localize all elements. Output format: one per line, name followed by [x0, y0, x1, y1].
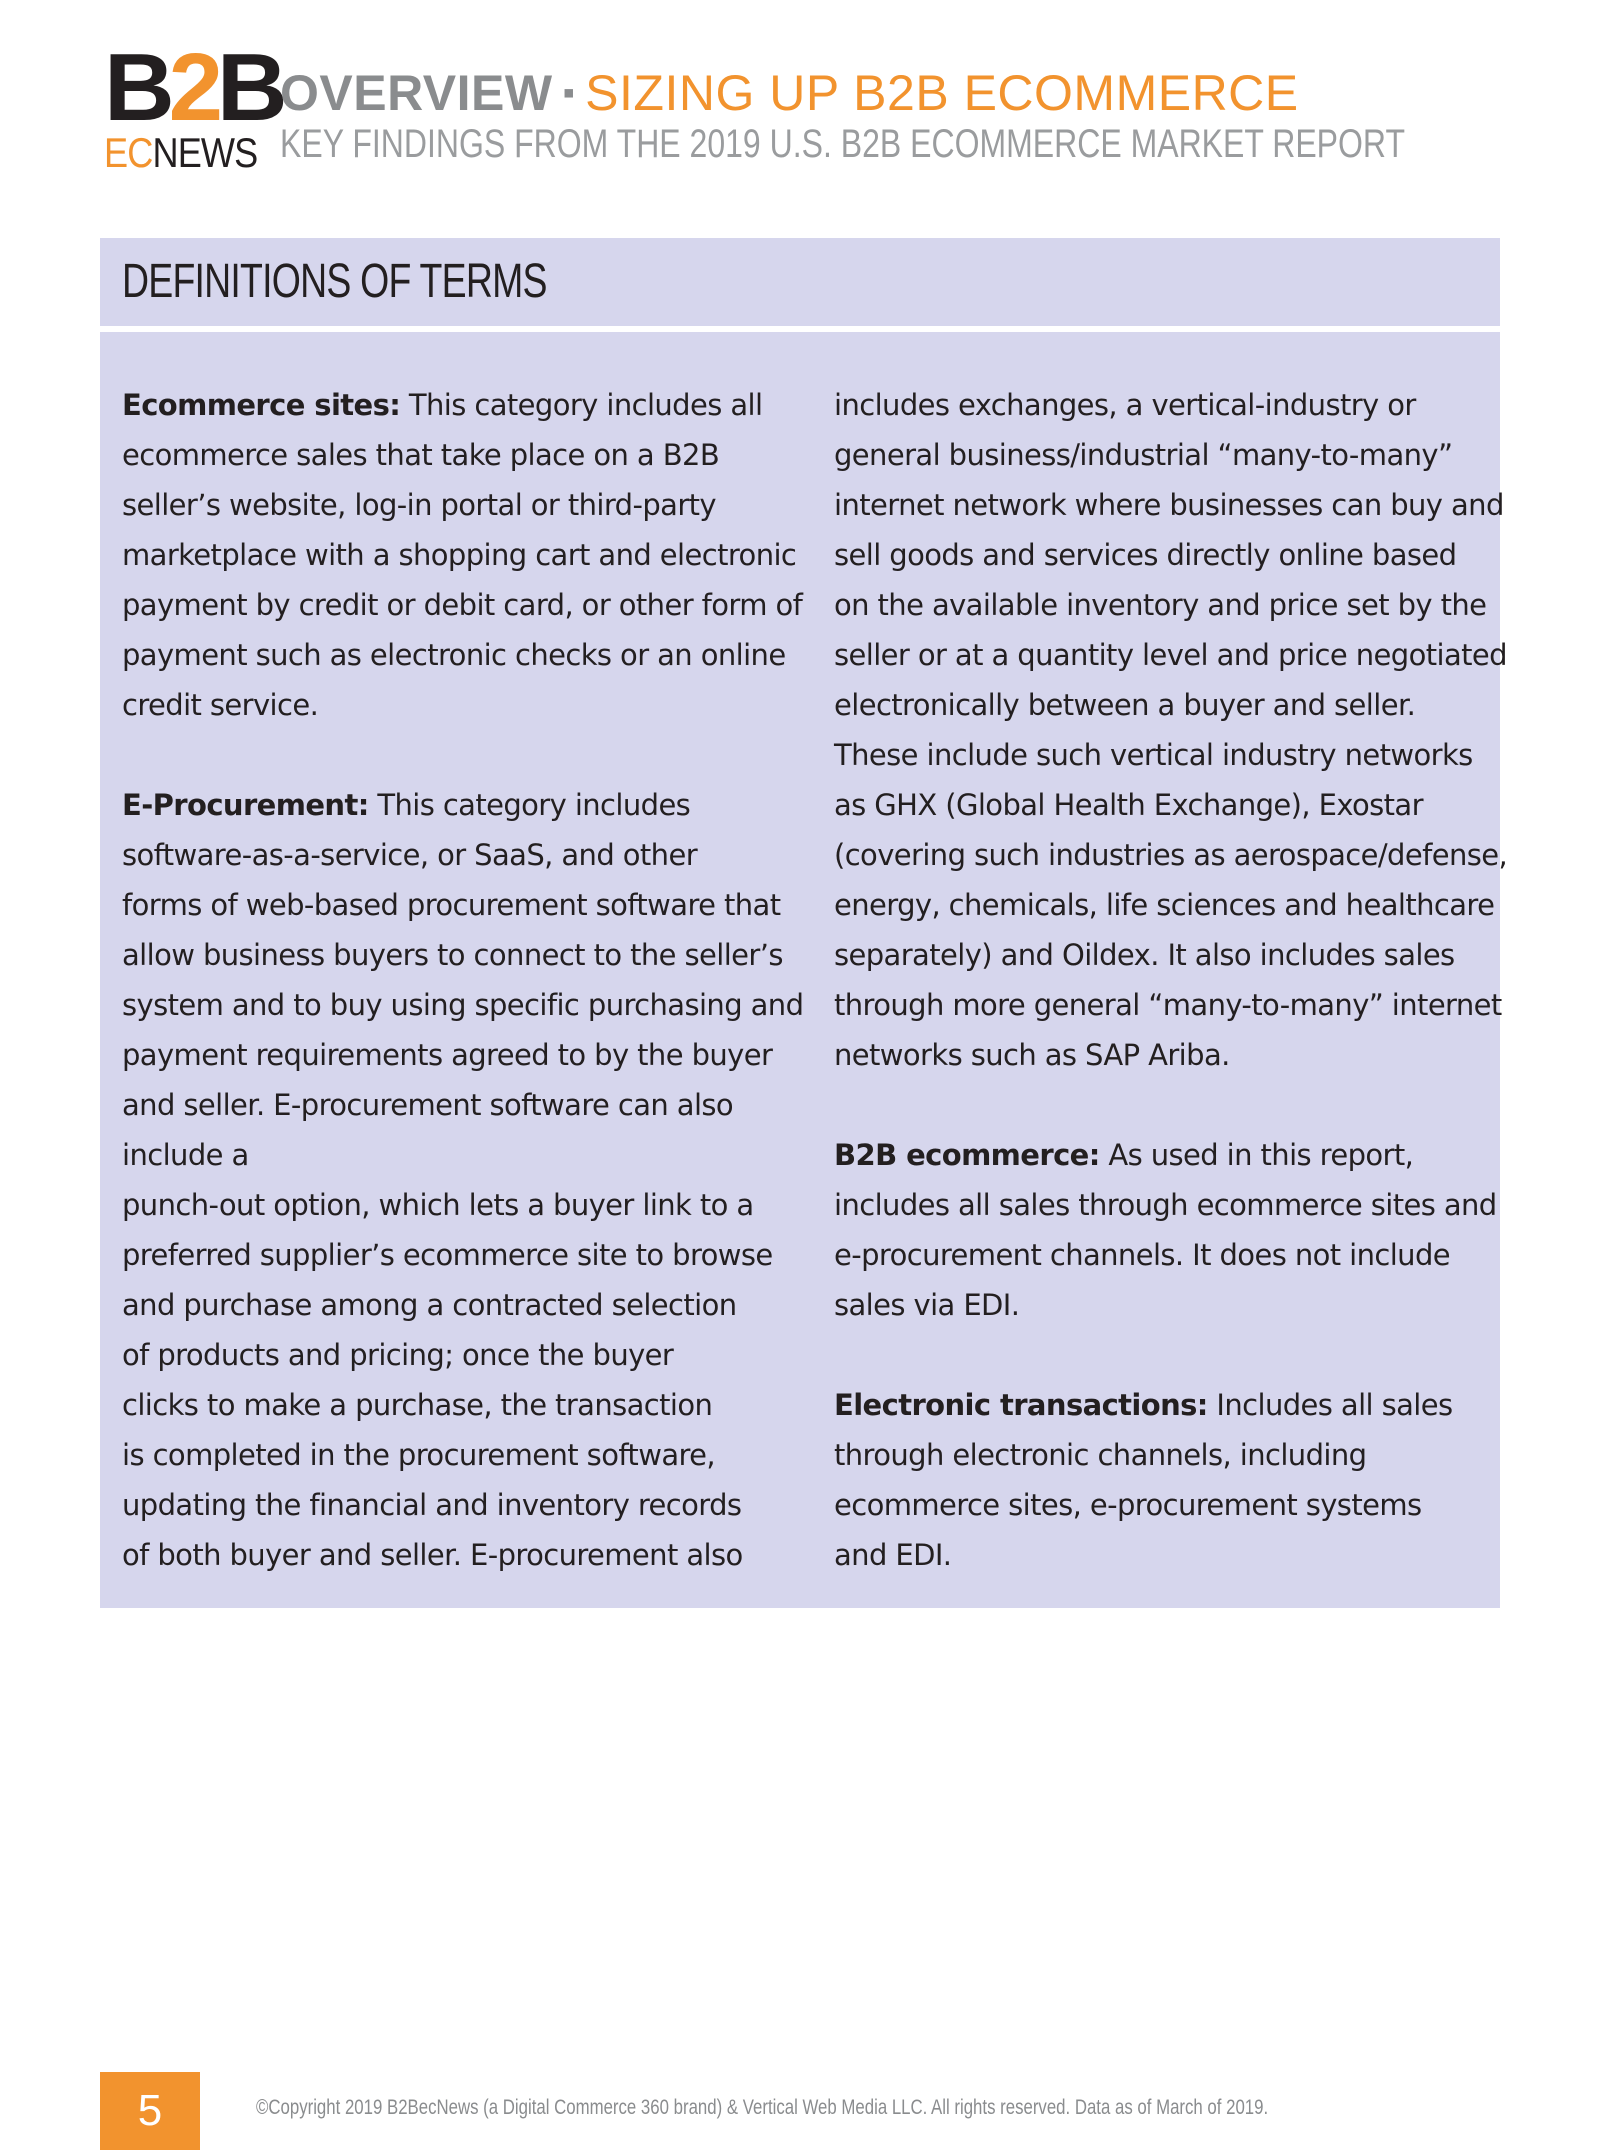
definition-line — [834, 530, 1484, 580]
definition-term: Electronic transactions: — [834, 1388, 1208, 1422]
definition-line — [122, 980, 804, 1030]
definition-line — [122, 930, 792, 980]
definition-line — [122, 1530, 792, 1580]
definition-line — [122, 1080, 792, 1130]
definition-text: include a — [122, 1138, 249, 1172]
definition-line — [834, 1380, 1484, 1430]
definition-text: preferred supplier’s ecommerce site to browse — [122, 1238, 773, 1272]
logo-ecnews: ECNEWS — [104, 129, 258, 176]
definition-line — [122, 580, 803, 630]
definition-text: software-as-a-service, or SaaS, and other — [122, 838, 698, 872]
definition-text: seller’s website, log-in portal or third-party — [122, 488, 716, 522]
definition-line — [122, 880, 792, 930]
definition-text: This category includes — [368, 788, 691, 822]
definition-line — [834, 980, 1502, 1030]
definition-text: includes exchanges, a vertical-industry or — [834, 388, 1416, 422]
definition-text: credit service. — [122, 688, 319, 722]
definition-text: (covering such industries as aerospace/defense, — [834, 838, 1508, 872]
definition-line — [834, 1280, 1484, 1330]
copyright-notice: ©Copyright 2019 B2BecNews (a Digital Commerce 360 brand) & Vertical Web Media LLC. All rights reserved. Data as of March of 2019. — [256, 2096, 1269, 2119]
definition-text: networks such as SAP Ariba. — [834, 1038, 1230, 1072]
definition-text: and EDI. — [834, 1538, 952, 1572]
definition-line — [834, 630, 1507, 680]
definition-line — [122, 430, 792, 480]
definition-line — [122, 1430, 792, 1480]
definition-term: B2B ecommerce: — [834, 1138, 1100, 1172]
definition-line — [834, 830, 1508, 880]
definition-text: forms of web-based procurement software that — [122, 888, 781, 922]
paragraph-gap — [834, 1330, 1484, 1380]
header-separator: ▪ — [562, 74, 576, 112]
header-subtitle: KEY FINDINGS FROM THE 2019 U.S. B2B ECOMMERCE MARKET REPORT — [280, 122, 1405, 166]
definition-line — [834, 1130, 1484, 1180]
definition-text: allow business buyers to connect to the seller’s — [122, 938, 783, 972]
definition-line — [122, 1380, 792, 1430]
header-overview: OVERVIEW — [280, 65, 553, 121]
definition-text: as GHX (Global Health Exchange), Exostar — [834, 788, 1423, 822]
definition-text: These include such vertical industry networks — [834, 738, 1473, 772]
definition-line — [122, 1130, 792, 1180]
definition-text: includes all sales through ecommerce sites and — [834, 1188, 1497, 1222]
definition-line — [834, 1480, 1484, 1530]
definition-line — [834, 480, 1504, 530]
definition-text: This category includes all — [400, 388, 763, 422]
definition-line — [834, 930, 1484, 980]
definition-text: As used in this report, — [1099, 1138, 1414, 1172]
definitions-heading-bar — [100, 238, 1500, 326]
definition-text: e-procurement channels. It does not include — [834, 1238, 1450, 1272]
definition-text: marketplace with a shopping cart and electronic — [122, 538, 797, 572]
definition-text: updating the financial and inventory records — [122, 1488, 742, 1522]
definition-text: electronically between a buyer and seller. — [834, 688, 1416, 722]
definition-line — [834, 1030, 1484, 1080]
definitions-left-column — [122, 380, 804, 1580]
definition-line — [122, 530, 797, 580]
definition-text: sales via EDI. — [834, 1288, 1020, 1322]
definition-line — [834, 1530, 1484, 1580]
definition-text: Includes all sales — [1207, 1388, 1453, 1422]
definitions-right-column — [834, 380, 1508, 1580]
definition-text: through more general “many-to-many” internet — [834, 988, 1502, 1022]
definition-line — [834, 430, 1484, 480]
definition-text: separately) and Oildex. It also includes sales — [834, 938, 1455, 972]
definition-text: and seller. E-procurement software can also — [122, 1088, 734, 1122]
definition-line — [122, 1480, 792, 1530]
definition-line — [122, 830, 792, 880]
page-number: 5 — [100, 2072, 200, 2150]
paragraph-gap — [122, 730, 792, 780]
definition-text: and purchase among a contracted selection — [122, 1288, 737, 1322]
paragraph-gap — [834, 1080, 1484, 1130]
definitions-heading: DEFINITIONS OF TERMS — [122, 255, 547, 308]
definition-text: payment such as electronic checks or an online — [122, 638, 786, 672]
definition-line — [834, 380, 1484, 430]
definition-line — [122, 1330, 792, 1380]
definition-text: payment requirements agreed to by the buyer — [122, 1038, 773, 1072]
definition-line — [122, 1230, 792, 1280]
b2becnews-logo — [104, 34, 282, 176]
definition-line — [122, 630, 792, 680]
definition-text: seller or at a quantity level and price negotiated — [834, 638, 1507, 672]
definitions-panel — [100, 332, 1508, 1608]
header-title — [280, 62, 1600, 124]
page-header — [280, 62, 1600, 166]
definition-text: is completed in the procurement software, — [122, 1438, 716, 1472]
definition-text: of products and pricing; once the buyer — [122, 1338, 674, 1372]
definition-text: ecommerce sites, e-procurement systems — [834, 1488, 1422, 1522]
definition-line — [122, 1030, 792, 1080]
definition-text: general business/industrial “many-to-many” — [834, 438, 1453, 472]
definition-text: sell goods and services directly online based — [834, 538, 1457, 572]
definition-line — [122, 380, 792, 430]
header-section-title: SIZING UP B2B ECOMMERCE — [585, 65, 1299, 121]
definition-line — [834, 730, 1484, 780]
definition-text: internet network where businesses can buy and — [834, 488, 1504, 522]
definition-line — [834, 1180, 1497, 1230]
definition-line — [834, 780, 1484, 830]
definition-line — [834, 680, 1484, 730]
definition-text: clicks to make a purchase, the transaction — [122, 1388, 713, 1422]
definition-text: payment by credit or debit card, or other form of — [122, 588, 803, 622]
definition-text: energy, chemicals, life sciences and healthcare — [834, 888, 1495, 922]
definition-text: through electronic channels, including — [834, 1438, 1367, 1472]
definition-term: E-Procurement: — [122, 788, 369, 822]
definition-line — [834, 580, 1487, 630]
definition-line — [834, 1430, 1484, 1480]
definition-text: ecommerce sales that take place on a B2B — [122, 438, 720, 472]
definition-line — [834, 1230, 1484, 1280]
definition-line — [122, 680, 792, 730]
definition-term: Ecommerce sites: — [122, 388, 401, 422]
definition-line — [122, 1180, 792, 1230]
definition-text: punch-out option, which lets a buyer link to a — [122, 1188, 754, 1222]
definition-line — [834, 880, 1495, 930]
definition-text: system and to buy using specific purchasing and — [122, 988, 804, 1022]
logo-b2b: B2B — [104, 34, 282, 141]
definition-text: on the available inventory and price set by the — [834, 588, 1487, 622]
definition-line — [122, 480, 792, 530]
definition-text: of both buyer and seller. E-procurement also — [122, 1538, 743, 1572]
definition-line — [122, 1280, 792, 1330]
definition-line — [122, 780, 792, 830]
